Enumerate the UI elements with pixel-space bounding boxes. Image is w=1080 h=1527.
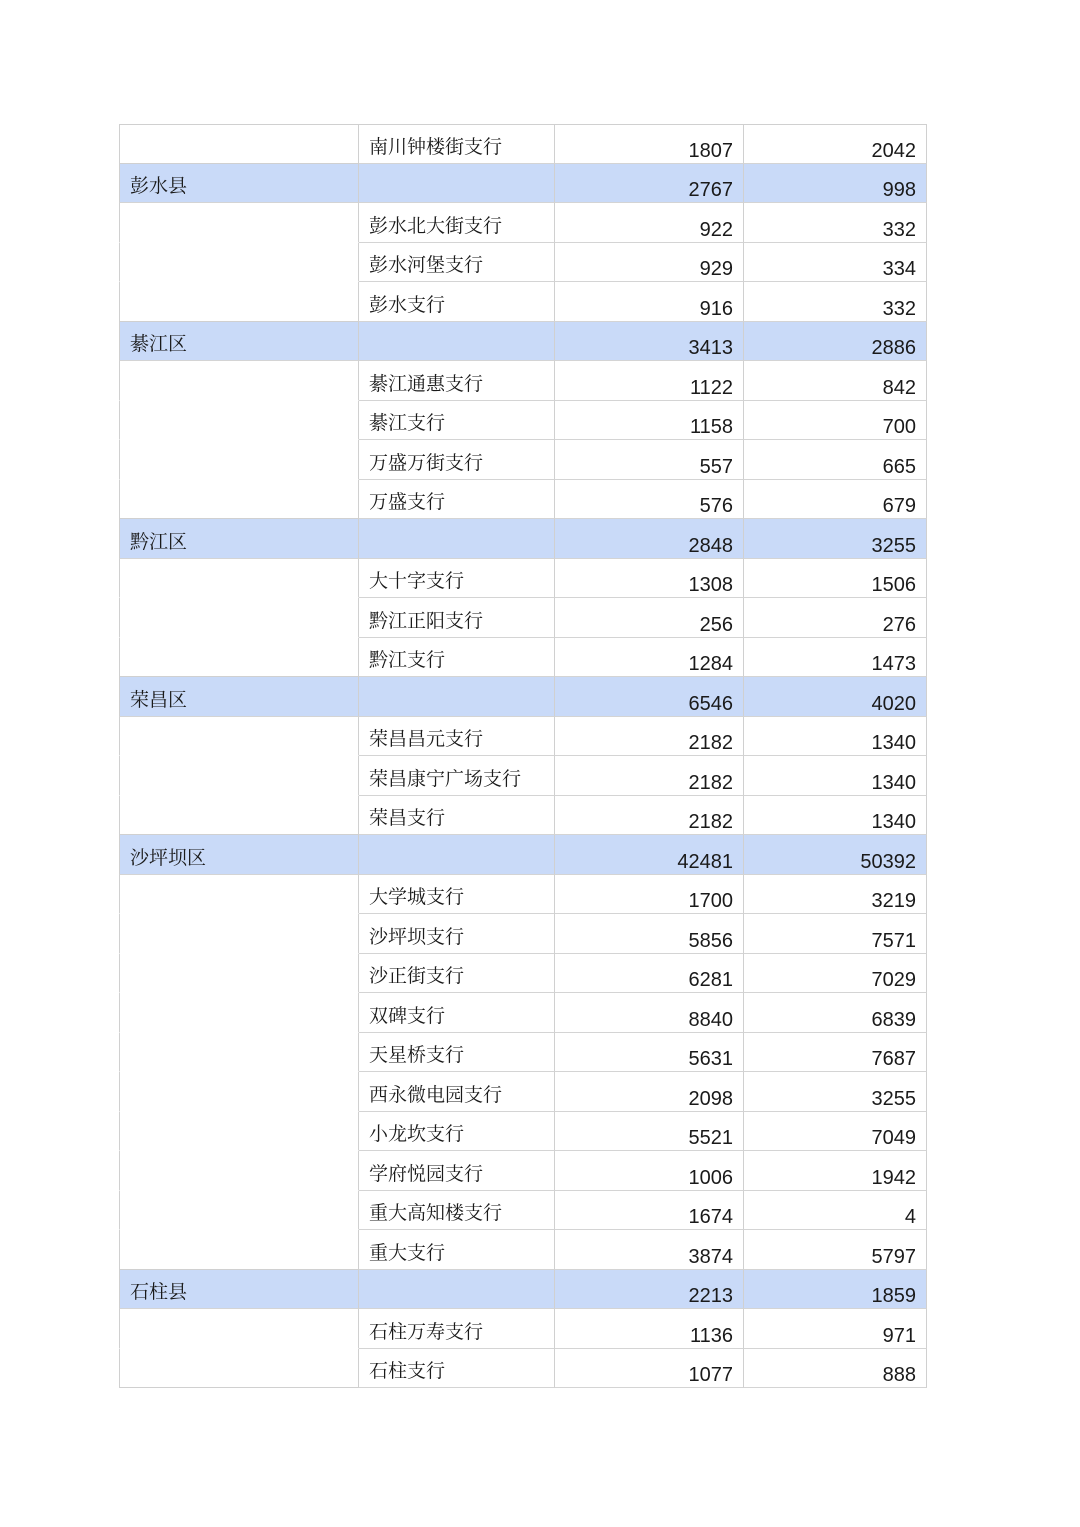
value-cell-1[interactable]: 576 [555,480,744,520]
district-cell[interactable] [119,401,359,441]
value-cell-1[interactable]: 1006 [555,1151,744,1191]
branch-row [119,1151,927,1191]
value-cell-1[interactable]: 42481 [555,835,744,875]
branch-cell[interactable]: 綦江通惠支行 [359,361,555,401]
branch-cell[interactable]: 重大高知楼支行 [359,1191,555,1231]
value-cell-2[interactable]: 842 [744,361,927,401]
district-cell[interactable] [119,598,359,638]
district-cell[interactable]: 石柱县 [119,1270,359,1310]
district-cell[interactable] [119,203,359,243]
value-cell-1[interactable]: 256 [555,598,744,638]
value-cell-1[interactable]: 2182 [555,756,744,796]
district-cell[interactable] [119,796,359,836]
branch-row [119,124,927,164]
value-cell-2[interactable]: 998 [744,164,927,204]
value-cell-1[interactable]: 1077 [555,1349,744,1389]
value-cell-2[interactable]: 3255 [744,519,927,559]
value-cell-1[interactable]: 1136 [555,1309,744,1349]
value-cell-1[interactable]: 8840 [555,993,744,1033]
branch-row [119,401,927,441]
branch-cell[interactable] [359,519,555,559]
branch-cell[interactable] [359,164,555,204]
spreadsheet-table [119,124,927,1388]
value-cell-2[interactable]: 1340 [744,717,927,757]
district-cell[interactable] [119,1033,359,1073]
district-cell[interactable]: 彭水县 [119,164,359,204]
value-cell-2[interactable]: 5797 [744,1230,927,1270]
value-cell-1[interactable]: 2848 [555,519,744,559]
branch-cell[interactable]: 双碑支行 [359,993,555,1033]
branch-cell[interactable]: 石柱支行 [359,1349,555,1389]
district-cell[interactable] [119,124,359,164]
district-cell[interactable] [119,243,359,283]
district-cell[interactable]: 黔江区 [119,519,359,559]
value-cell-1[interactable]: 3413 [555,322,744,362]
branch-row [119,559,927,599]
branch-row [119,954,927,994]
value-cell-2[interactable]: 679 [744,480,927,520]
district-cell[interactable] [119,1309,359,1349]
branch-row [119,1033,927,1073]
branch-cell[interactable]: 彭水北大街支行 [359,203,555,243]
district-cell[interactable]: 沙坪坝区 [119,835,359,875]
district-cell[interactable] [119,875,359,915]
branch-row [119,993,927,1033]
value-cell-1[interactable]: 3874 [555,1230,744,1270]
branch-cell[interactable]: 重大支行 [359,1230,555,1270]
branch-row [119,480,927,520]
district-cell[interactable] [119,480,359,520]
value-cell-2[interactable]: 700 [744,401,927,441]
district-row [119,322,927,362]
district-cell[interactable] [119,717,359,757]
value-cell-1[interactable]: 916 [555,282,744,322]
value-cell-1[interactable]: 6546 [555,677,744,717]
branch-cell[interactable]: 大十字支行 [359,559,555,599]
value-cell-2[interactable]: 2886 [744,322,927,362]
value-cell-2[interactable]: 276 [744,598,927,638]
district-cell[interactable] [119,1072,359,1112]
branch-row [119,243,927,283]
branch-row [119,1112,927,1152]
branch-row [119,914,927,954]
branch-cell[interactable]: 彭水支行 [359,282,555,322]
branch-cell[interactable]: 小龙坎支行 [359,1112,555,1152]
value-cell-2[interactable]: 7049 [744,1112,927,1152]
value-cell-2[interactable]: 1340 [744,796,927,836]
branch-cell[interactable] [359,1270,555,1310]
district-row [119,677,927,717]
district-row [119,519,927,559]
value-cell-1[interactable]: 1807 [555,124,744,164]
branch-row [119,875,927,915]
value-cell-2[interactable]: 3255 [744,1072,927,1112]
value-cell-1[interactable]: 929 [555,243,744,283]
branch-cell[interactable]: 学府悦园支行 [359,1151,555,1191]
value-cell-1[interactable]: 1308 [555,559,744,599]
value-cell-2[interactable]: 1506 [744,559,927,599]
value-cell-1[interactable]: 922 [555,203,744,243]
value-cell-2[interactable]: 6839 [744,993,927,1033]
district-cell[interactable] [119,282,359,322]
branch-cell[interactable]: 荣昌昌元支行 [359,717,555,757]
branch-cell[interactable]: 荣昌支行 [359,796,555,836]
branch-row [119,796,927,836]
branch-cell[interactable]: 天星桥支行 [359,1033,555,1073]
district-cell[interactable] [119,1112,359,1152]
value-cell-1[interactable]: 1158 [555,401,744,441]
value-cell-1[interactable]: 1700 [555,875,744,915]
branch-cell[interactable]: 西永微电园支行 [359,1072,555,1112]
district-cell[interactable] [119,914,359,954]
district-row [119,835,927,875]
district-cell[interactable] [119,993,359,1033]
branch-cell[interactable]: 万盛支行 [359,480,555,520]
value-cell-2[interactable]: 665 [744,440,927,480]
value-cell-1[interactable]: 2182 [555,717,744,757]
branch-row [119,1191,927,1231]
branch-row [119,756,927,796]
branch-cell[interactable]: 万盛万街支行 [359,440,555,480]
branch-row [119,717,927,757]
district-cell[interactable] [119,440,359,480]
branch-cell[interactable]: 荣昌康宁广场支行 [359,756,555,796]
value-cell-2[interactable]: 4020 [744,677,927,717]
district-cell[interactable] [119,1349,359,1389]
branch-row [119,282,927,322]
value-cell-2[interactable]: 1859 [744,1270,927,1310]
value-cell-2[interactable]: 3219 [744,875,927,915]
value-cell-1[interactable]: 557 [555,440,744,480]
branch-cell[interactable]: 石柱万寿支行 [359,1309,555,1349]
value-cell-2[interactable]: 1473 [744,638,927,678]
value-cell-2[interactable]: 1942 [744,1151,927,1191]
value-cell-2[interactable]: 1340 [744,756,927,796]
value-cell-2[interactable]: 332 [744,203,927,243]
value-cell-2[interactable]: 332 [744,282,927,322]
branch-cell[interactable]: 沙正街支行 [359,954,555,994]
district-cell[interactable] [119,1151,359,1191]
value-cell-1[interactable]: 1674 [555,1191,744,1231]
district-cell[interactable] [119,1230,359,1270]
value-cell-1[interactable]: 2098 [555,1072,744,1112]
value-cell-1[interactable]: 6281 [555,954,744,994]
branch-cell[interactable] [359,835,555,875]
branch-row [119,1072,927,1112]
value-cell-1[interactable]: 2767 [555,164,744,204]
branch-row [119,1230,927,1270]
branch-row [119,203,927,243]
branch-row [119,1349,927,1389]
value-cell-1[interactable]: 1284 [555,638,744,678]
value-cell-2[interactable]: 334 [744,243,927,283]
branch-cell[interactable]: 綦江支行 [359,401,555,441]
branch-cell[interactable] [359,322,555,362]
branch-cell[interactable]: 大学城支行 [359,875,555,915]
value-cell-1[interactable]: 2213 [555,1270,744,1310]
district-cell[interactable] [119,361,359,401]
district-cell[interactable] [119,756,359,796]
branch-row [119,598,927,638]
district-cell[interactable] [119,1191,359,1231]
value-cell-2[interactable]: 888 [744,1349,927,1389]
value-cell-2[interactable]: 2042 [744,124,927,164]
value-cell-2[interactable]: 7029 [744,954,927,994]
branch-row [119,361,927,401]
value-cell-2[interactable]: 971 [744,1309,927,1349]
value-cell-2[interactable]: 7687 [744,1033,927,1073]
value-cell-1[interactable]: 1122 [555,361,744,401]
branch-cell[interactable]: 黔江支行 [359,638,555,678]
district-row [119,164,927,204]
district-cell[interactable]: 綦江区 [119,322,359,362]
branch-cell[interactable]: 沙坪坝支行 [359,914,555,954]
value-cell-1[interactable]: 2182 [555,796,744,836]
branch-cell[interactable]: 彭水河堡支行 [359,243,555,283]
value-cell-1[interactable]: 5856 [555,914,744,954]
branch-cell[interactable] [359,677,555,717]
district-cell[interactable] [119,954,359,994]
district-cell[interactable]: 荣昌区 [119,677,359,717]
branch-cell[interactable]: 黔江正阳支行 [359,598,555,638]
district-cell[interactable] [119,559,359,599]
value-cell-1[interactable]: 5631 [555,1033,744,1073]
branch-row [119,1309,927,1349]
district-row [119,1270,927,1310]
value-cell-2[interactable]: 7571 [744,914,927,954]
branch-row [119,440,927,480]
value-cell-2[interactable]: 4 [744,1191,927,1231]
branch-cell[interactable]: 南川钟楼街支行 [359,124,555,164]
district-cell[interactable] [119,638,359,678]
value-cell-2[interactable]: 50392 [744,835,927,875]
branch-row [119,638,927,678]
value-cell-1[interactable]: 5521 [555,1112,744,1152]
